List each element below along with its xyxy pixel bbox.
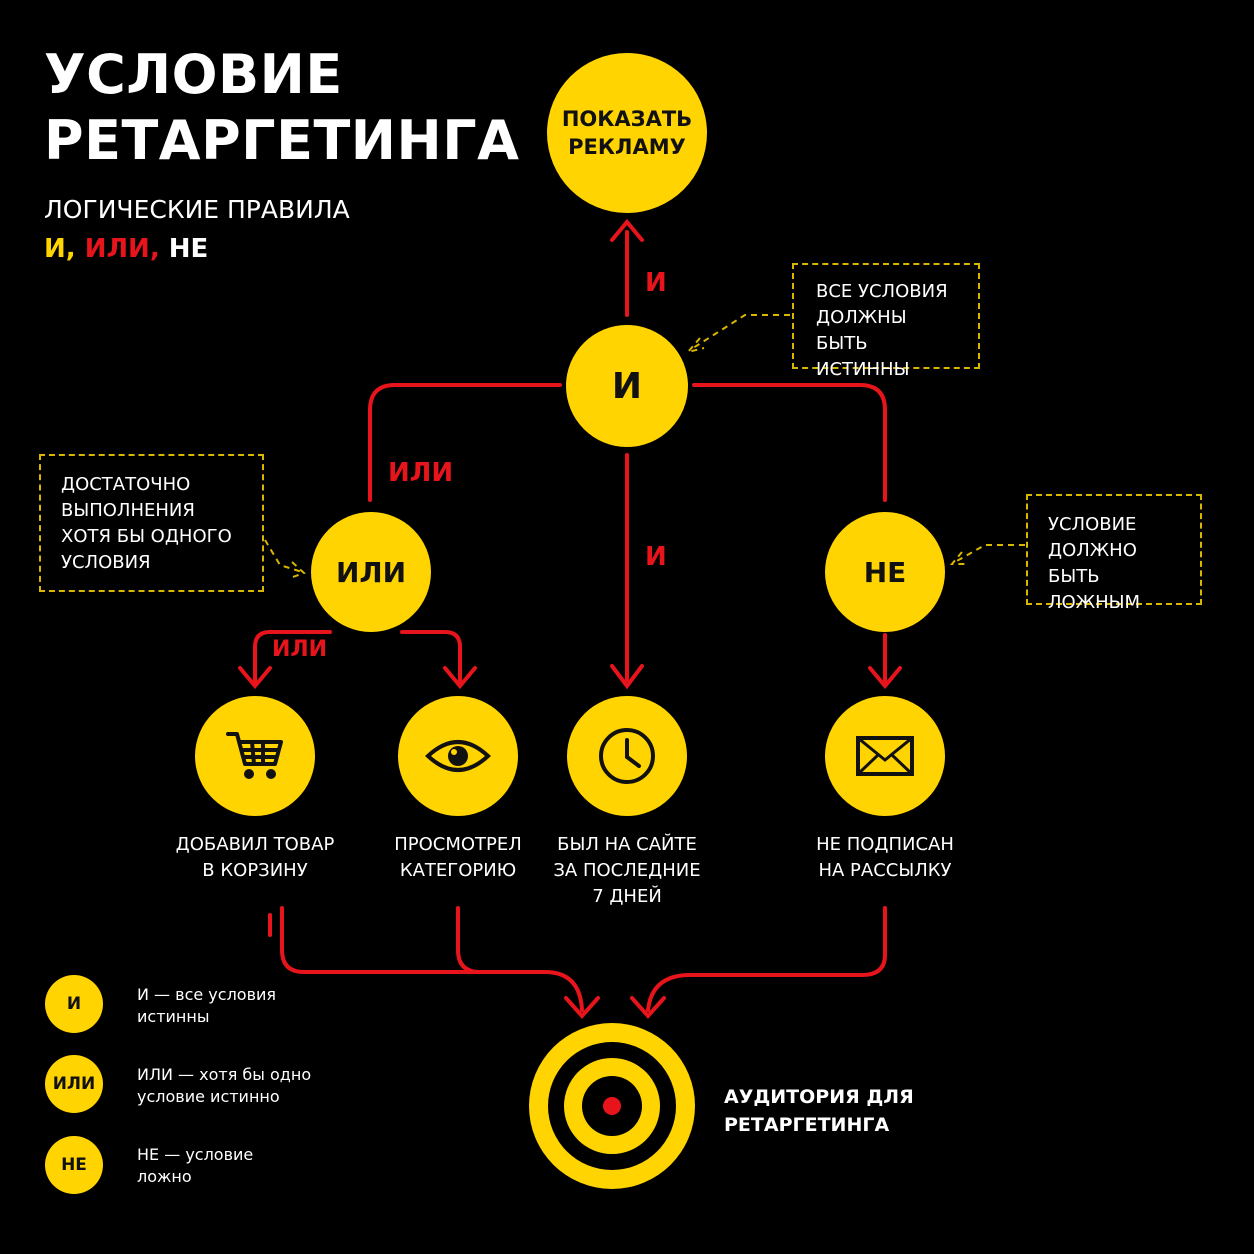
op-or-text: ИЛИ, [84,234,160,264]
title-line-2: РЕТАРГЕТИНГА [44,109,520,172]
and-node [566,325,688,447]
show-ad-label: ПОКАЗАТЬ РЕКЛАМУ [561,107,693,159]
cart-icon [225,728,285,784]
op-not-text: НЕ [168,234,209,264]
eye-condition-node [398,696,518,816]
edge-cart-to-target [282,908,582,1010]
clock-condition-node [567,696,687,816]
legend-or-text: ИЛИ — хотя бы одно условие истинно [137,1065,312,1106]
edge-eye-to-target [458,908,480,972]
subtitle: ЛОГИЧЕСКИЕ ПРАВИЛА [44,195,350,224]
title-line-1: УСЛОВИЕ [44,43,343,106]
page-title [44,42,519,174]
show-ad-node [547,53,707,213]
legend-and-text: И — все условия истинны [137,985,277,1026]
legend-and-symbol: И [45,975,103,1033]
pointer-or-note [265,540,302,572]
legend-not-text: НЕ — условие ложно [137,1145,254,1186]
operators-subtitle [44,231,208,267]
envelope-condition-node [825,696,945,816]
edge-label-or: ИЛИ [388,458,454,488]
edge-label-and-middle: И [645,542,667,572]
clock-icon [597,726,657,786]
edge-and-to-not [694,385,885,500]
note-and: ВСЕ УСЛОВИЯ ДОЛЖНЫ БЫТЬ ИСТИННЫ [792,263,980,369]
pointer-not-note [955,545,1025,562]
note-or: ДОСТАТОЧНО ВЫПОЛНЕНИЯ ХОТЯ БЫ ОДНОГО УСЛОВИЯ [39,454,264,592]
caption-cart: ДОБАВИЛ ТОВАР В КОРЗИНУ [175,834,335,881]
edge-label-or-branch: ИЛИ [272,637,328,662]
envelope-icon [855,735,915,777]
target-icon [528,1022,696,1190]
legend-not-symbol: НЕ [45,1136,103,1194]
caption-clock: БЫЛ НА САЙТЕ ЗА ПОСЛЕДНИЕ 7 ДНЕЙ [553,834,701,907]
edge-mail-to-target [648,908,885,1010]
cart-condition-node [195,696,315,816]
or-node-label: ИЛИ [335,555,407,589]
eye-icon [424,736,492,776]
op-and-text: И, [44,234,76,264]
and-node-label: И [611,365,643,407]
target-label: АУДИТОРИЯ ДЛЯ РЕТАРГЕТИНГА [724,1086,914,1136]
note-not: УСЛОВИЕ ДОЛЖНО БЫТЬ ЛОЖНЫМ [1026,494,1202,605]
not-node [825,512,945,632]
edge-label-and-top: И [645,268,667,298]
not-node-label: НЕ [863,555,907,589]
legend-or-symbol: ИЛИ [45,1055,103,1113]
caption-envelope: НЕ ПОДПИСАН НА РАССЫЛКУ [816,834,954,881]
caption-eye: ПРОСМОТРЕЛ КАТЕГОРИЮ [394,834,522,881]
or-node [311,512,431,632]
pointer-and-note [690,315,790,350]
